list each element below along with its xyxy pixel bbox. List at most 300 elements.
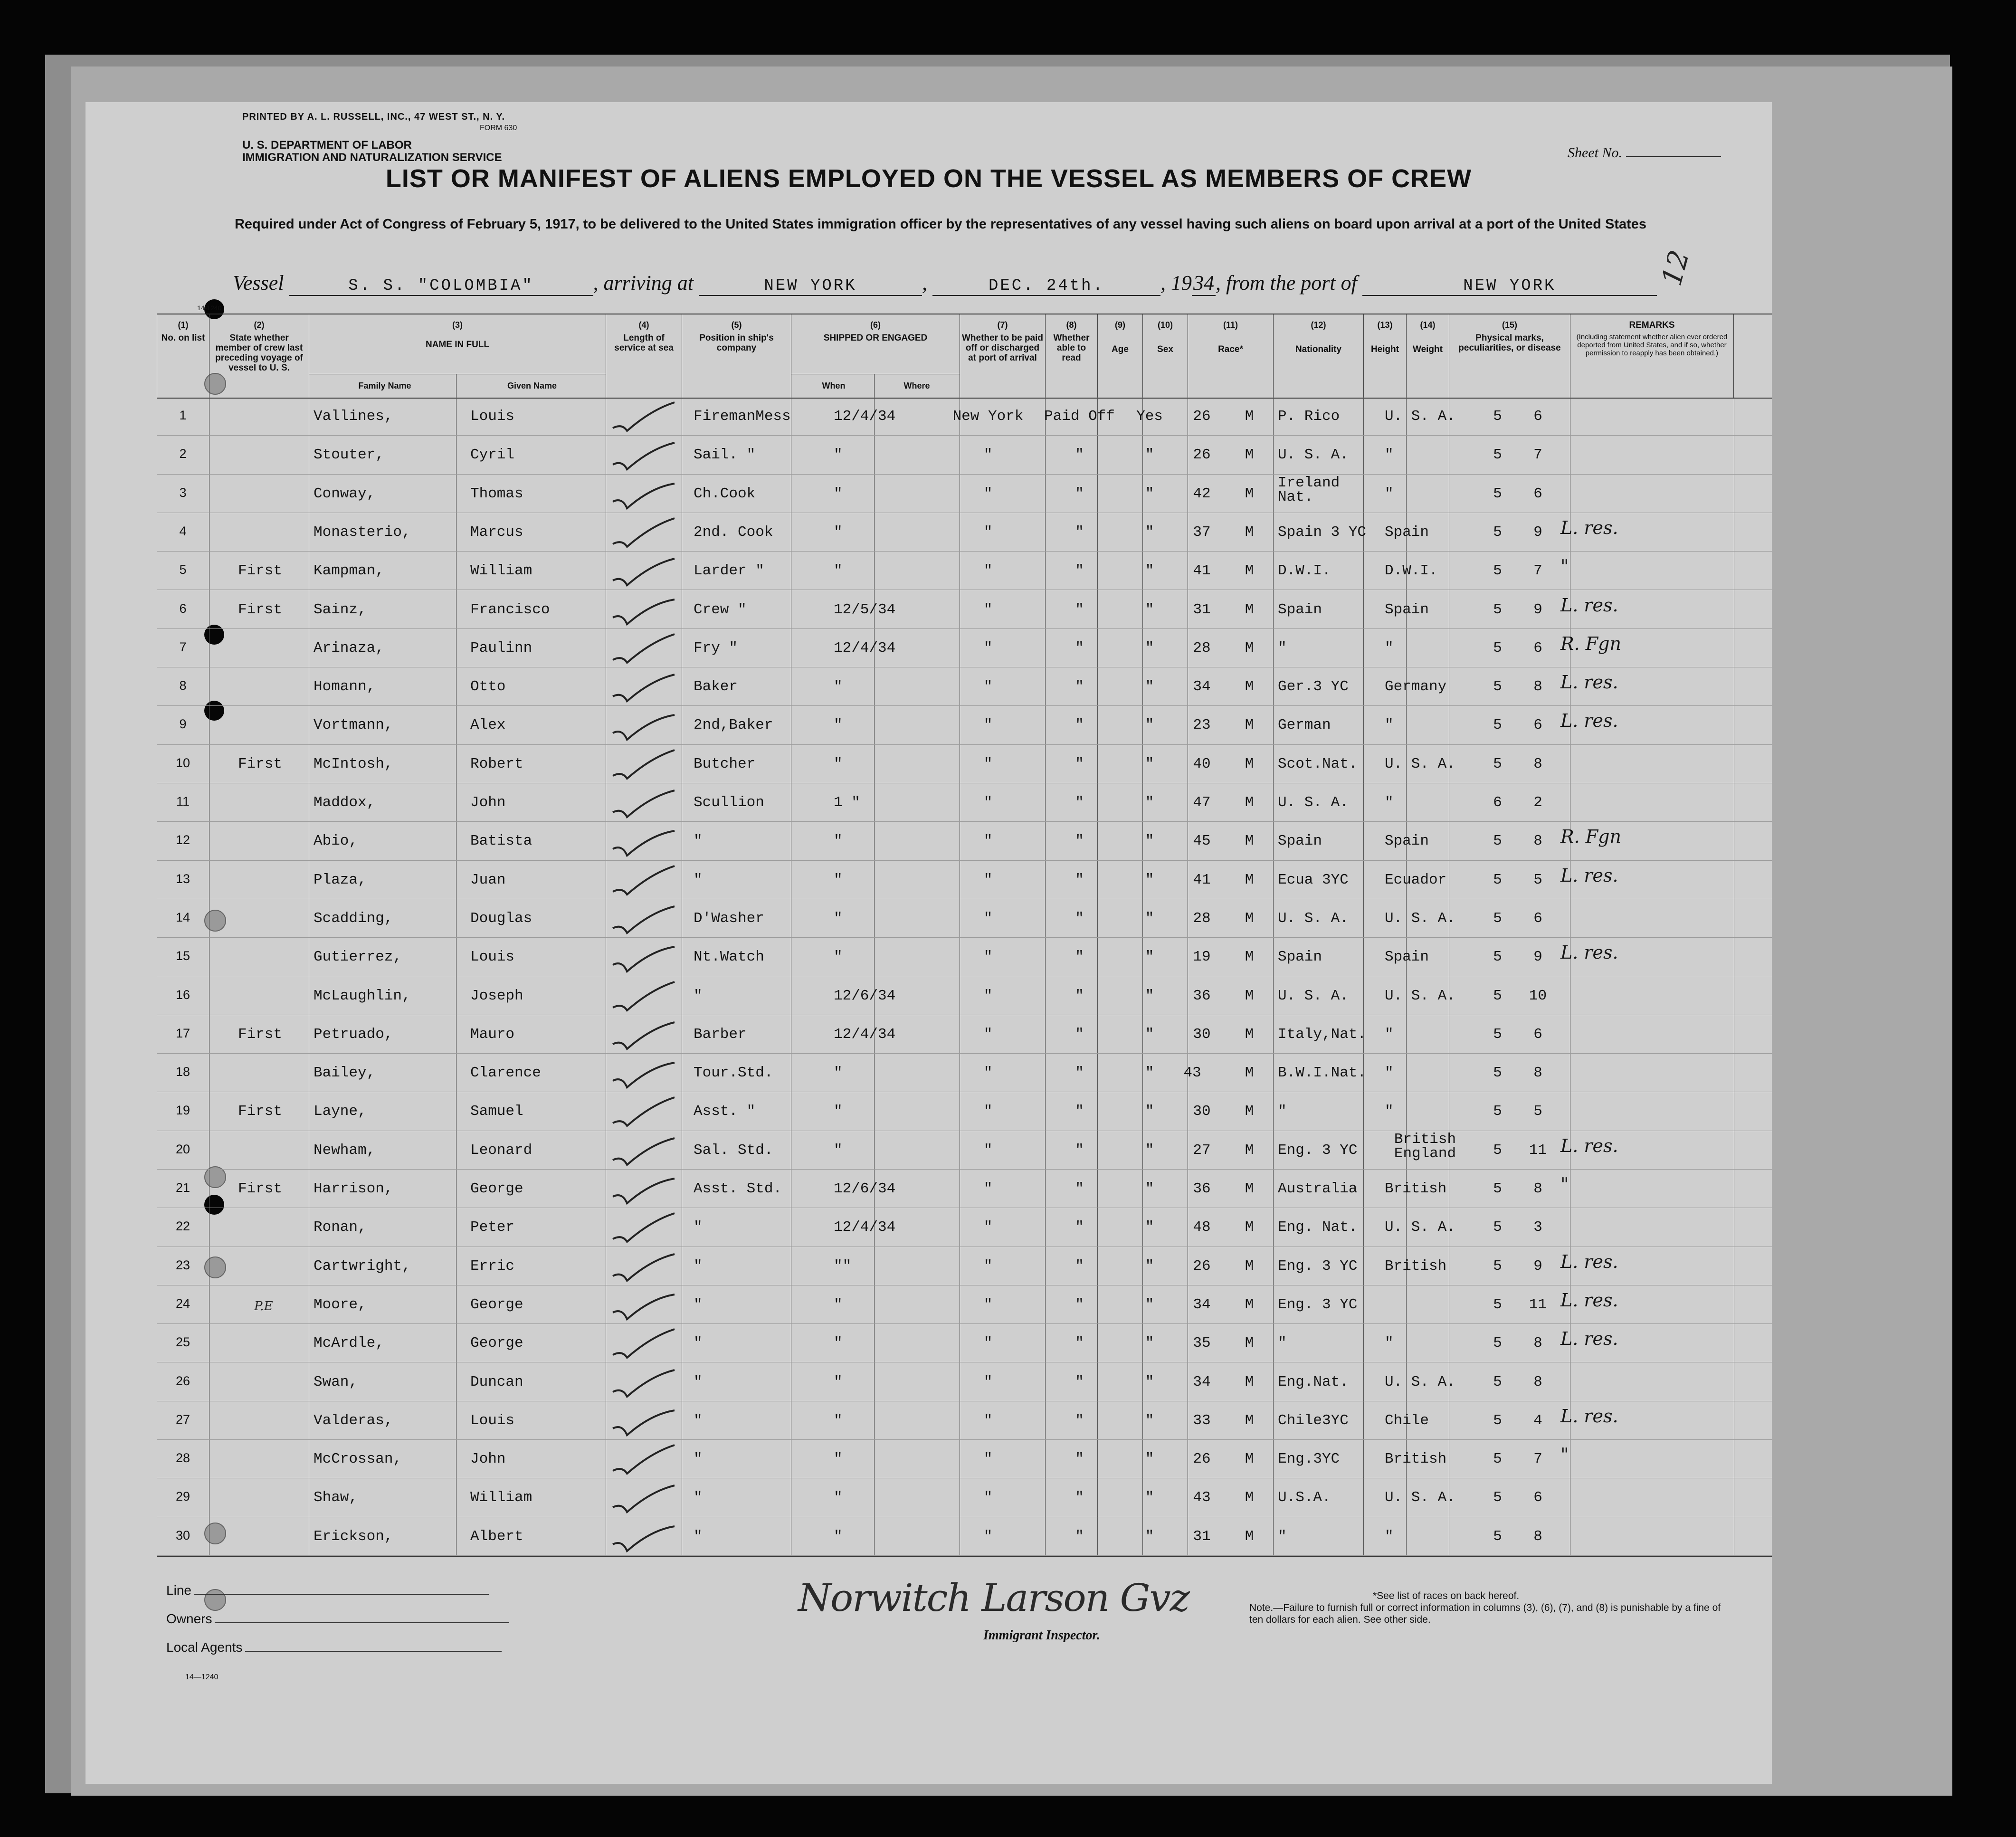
shipped-where: " [983,1180,993,1197]
paid-off: " [1075,639,1084,657]
physical-marks: R. Fgn [1560,826,1621,847]
able-to-read: " [1145,1257,1154,1275]
family-name: McIntosh, [314,755,393,772]
row-number: 16 [175,987,190,1002]
table-row [157,1323,1772,1362]
sex: M [1245,755,1254,772]
service-check-mark [608,478,684,511]
shipped-when: 12/6/34 [834,1180,896,1197]
service-check-mark [608,516,684,550]
row-state: First [238,1103,282,1120]
shipped-when: " [834,871,843,888]
col-header-no: (1) No. on list [157,314,209,398]
family-name: Swan, [314,1373,358,1390]
given-name: Batista [470,833,533,850]
able-to-read: " [1145,1103,1154,1120]
paid-off: " [1075,1373,1084,1390]
given-name: Louis [470,949,515,966]
sex: M [1245,523,1254,541]
row-number: 6 [179,601,187,616]
given-name: Mauro [470,1026,515,1043]
given-name: Duncan [470,1373,523,1390]
shipped-where: " [983,1219,993,1236]
height: 5 [1493,1451,1502,1468]
race: Ecua 3YC [1278,871,1349,888]
height: 6 [1493,794,1502,811]
given-name: Louis [470,408,515,425]
given-name: Joseph [470,987,523,1004]
row-state: First [238,1180,282,1197]
race: Australia [1278,1180,1358,1197]
position: Barber [694,1026,747,1043]
given-name: George [470,1335,523,1352]
sheet-number-label: Sheet No. [1568,145,1622,161]
height: 5 [1493,755,1502,772]
family-name: Sainz, [314,601,367,618]
shipped-where: " [983,755,993,772]
shipped-where: " [983,485,993,502]
paid-off: " [1075,910,1084,927]
shipped-when: " [834,678,843,695]
given-name: Paulinn [470,639,533,657]
able-to-read: " [1145,1489,1154,1506]
nationality: Spain [1385,833,1429,850]
shipped-where: " [983,1103,993,1120]
service-check-mark [608,671,684,704]
position: Asst. " [694,1103,756,1120]
shipped-where: " [983,1296,993,1313]
position: Crew " [694,601,747,618]
table-row [157,783,1772,822]
weight: 6 [1533,485,1542,502]
service-check-mark [608,1289,684,1322]
physical-marks: L. res. [1560,517,1618,538]
row-number: 21 [175,1180,190,1195]
service-check-mark [608,632,684,666]
paid-off: " [1075,1103,1084,1120]
given-name: Juan [470,871,506,888]
able-to-read: " [1145,1026,1154,1043]
row-number: 7 [179,639,187,654]
nationality: " [1385,1528,1394,1545]
paid-off: " [1075,871,1084,888]
sex: M [1245,485,1254,502]
given-name: Albert [470,1528,523,1545]
table-row [157,1478,1772,1517]
weight: 9 [1533,523,1542,541]
family-name: Gutierrez, [314,949,402,966]
owners-field: Owners [166,1611,509,1627]
manifest-sheet [86,102,1772,1784]
position: Tour.Std. [694,1065,773,1082]
physical-marks: L. res. [1560,1135,1618,1156]
physical-marks: L. res. [1560,594,1618,616]
service-check-mark [608,555,684,588]
physical-marks: L. res. [1560,672,1618,693]
position: " [694,833,703,850]
weight: 5 [1533,1103,1542,1120]
height: 5 [1493,562,1502,580]
sex: M [1245,910,1254,927]
service-check-mark [608,1405,684,1438]
position: FiremanMess [694,408,791,425]
position: " [694,1528,703,1545]
sex: M [1245,1528,1254,1545]
sex: M [1245,1451,1254,1468]
family-name: Kampman, [314,562,384,580]
position: Sal. Std. [694,1142,773,1159]
able-to-read: " [1145,562,1154,580]
height: 5 [1493,601,1502,618]
able-to-read: " [1145,794,1154,811]
row-number: 24 [175,1296,190,1311]
able-to-read: " [1145,949,1154,966]
race: Scot.Nat. [1278,755,1358,772]
given-name: George [470,1180,523,1197]
able-to-read: " [1145,833,1154,850]
given-name: Leonard [470,1142,533,1159]
service-name: IMMIGRATION AND NATURALIZATION SERVICE [242,151,502,164]
nationality: " [1385,1026,1394,1043]
height: 5 [1493,1180,1502,1197]
nationality: " [1385,1103,1394,1120]
col-header-shipped: (6) SHIPPED OR ENGAGED [791,314,960,398]
weight: 8 [1533,1528,1542,1545]
paid-off: " [1075,949,1084,966]
service-check-mark [608,1482,684,1515]
able-to-read: " [1145,639,1154,657]
col-header-state: (2) State whether member of crew last preceding voyage of vessel to U. S. [209,314,309,398]
height: 5 [1493,1373,1502,1390]
given-name: Alex [470,717,506,734]
shipped-where: " [983,794,993,811]
service-check-mark [608,1521,684,1554]
race: U. S. A. [1278,910,1349,927]
family-name: McLaughlin, [314,987,411,1004]
service-check-mark [608,787,684,820]
nationality: U. S. A. [1385,1219,1455,1236]
race: Eng. Nat. [1278,1219,1358,1236]
shipped-where: " [983,717,993,734]
sex: M [1245,678,1254,695]
able-to-read: " [1145,1180,1154,1197]
shipped-when: " [834,1335,843,1352]
physical-marks: R. Fgn [1560,633,1621,654]
departure-port: NEW YORK [1362,277,1657,296]
nationality: U. S. A. [1385,987,1455,1004]
given-name: Cyril [470,447,515,464]
able-to-read: " [1145,1528,1154,1545]
weight: 5 [1533,871,1542,888]
table-row [157,513,1772,552]
table-row [157,667,1772,706]
family-name: Layne, [314,1103,367,1120]
row-number: 13 [175,871,190,886]
row-number: 15 [175,949,190,963]
weight: 9 [1533,601,1542,618]
nationality: " [1385,447,1394,464]
age: 30 [1193,1026,1211,1043]
family-name: Petruado, [314,1026,393,1043]
position: " [694,987,703,1004]
paid-off: " [1075,485,1084,502]
sex: M [1245,408,1254,425]
shipped-when: " [834,833,843,850]
nationality: " [1385,485,1394,502]
row-number: 25 [175,1335,190,1350]
shipped-when: " [834,523,843,541]
race: " [1278,1335,1287,1352]
nationality: Spain [1385,523,1429,541]
age: 47 [1193,794,1211,811]
weight: 11 [1529,1296,1547,1313]
printer-line: PRINTED BY A. L. RUSSELL, INC., 47 WEST ST., N. Y. [242,112,505,122]
family-name: Valderas, [314,1412,393,1429]
sex: M [1245,717,1254,734]
position: " [694,1451,703,1468]
height: 5 [1493,871,1502,888]
row-number: 29 [175,1489,190,1504]
local-agents-field: Local Agents [166,1640,502,1655]
given-name: Robert [470,755,523,772]
given-name: Thomas [470,485,523,502]
paid-off: " [1075,1180,1084,1197]
row-number: 12 [175,833,190,847]
page-mark: 12 [1655,247,1696,289]
shipped-when: " [834,562,843,580]
paid-off: " [1075,833,1084,850]
arrival-port: NEW YORK [699,277,922,296]
sex: M [1245,1412,1254,1429]
weight: 8 [1533,1335,1542,1352]
footnote: *See list of races on back hereof. Note.—Failure to furnish full or correct information in columns (3), (6), (7), and (8) is punishable by a fine of ten dollars for each alien. See other side. [1249,1590,1721,1625]
weight: 8 [1533,833,1542,850]
paid-off: " [1075,601,1084,618]
service-check-mark [608,980,684,1013]
physical-marks: " [1560,1174,1569,1195]
physical-marks: " [1560,1444,1569,1466]
weight: 10 [1529,987,1547,1004]
able-to-read: " [1145,523,1154,541]
service-check-mark [608,1366,684,1399]
sex: M [1245,1026,1254,1043]
race: Ger.3 YC [1278,678,1349,695]
nationality: " [1385,1335,1394,1352]
row-number: 11 [176,794,190,809]
sex: M [1245,1296,1254,1313]
able-to-read: Yes [1136,408,1163,425]
shipped-where: " [983,1412,993,1429]
able-to-read: " [1145,755,1154,772]
department [242,139,502,164]
age: 23 [1193,717,1211,734]
paid-off: " [1075,562,1084,580]
family-name: Monasterio, [314,523,411,541]
shipped-where: " [983,1451,993,1468]
nationality: U. S. A. [1385,1373,1455,1390]
position: Nt.Watch [694,949,764,966]
row-number: 9 [179,717,187,732]
weight: 6 [1533,910,1542,927]
height: 5 [1493,949,1502,966]
given-name-header: Given Name [507,381,557,390]
sex: M [1245,1257,1254,1275]
age: 37 [1193,523,1211,541]
arrival-date: DEC. 24th. [932,277,1160,296]
race: Italy,Nat. [1278,1026,1367,1043]
race: Spain 3 YC [1278,523,1367,541]
weight: 8 [1533,678,1542,695]
height: 5 [1493,1335,1502,1352]
inspector-signature: Norwitch Larson Gvz [798,1576,1189,1620]
given-name: John [470,1451,506,1468]
nationality: U. S. A. [1385,408,1455,425]
nationality: U. S. A. [1385,755,1455,772]
weight: 8 [1533,1373,1542,1390]
vessel-name: S. S. "COLOMBIA" [289,277,593,296]
service-check-mark [608,825,684,858]
race: B.W.I.Nat. [1278,1065,1367,1082]
nationality: British [1385,1257,1447,1275]
physical-marks: L. res. [1560,1328,1618,1350]
sex: M [1245,639,1254,657]
family-name: Homann, [314,678,376,695]
able-to-read: " [1145,447,1154,464]
where-header: Where [903,381,930,390]
position: " [694,1219,703,1236]
family-name: Plaza, [314,871,367,888]
age: 45 [1193,833,1211,850]
sex: M [1245,447,1254,464]
sex: M [1245,1180,1254,1197]
position: Ch.Cook [694,485,756,502]
shipped-where: " [983,1489,993,1506]
height: 5 [1493,987,1502,1004]
height: 5 [1493,1026,1502,1043]
col-header-paid: (7) Whether to be paid off or discharged at port of arrival [960,314,1045,398]
given-name: Clarence [470,1065,541,1082]
service-check-mark [608,1173,684,1206]
nationality: Spain [1385,949,1429,966]
sex: M [1245,1335,1254,1352]
table-row [157,937,1772,976]
able-to-read: " [1145,1219,1154,1236]
family-name: Vortmann, [314,717,393,734]
sex: M [1245,562,1254,580]
height: 5 [1493,1219,1502,1236]
age: 31 [1193,1528,1211,1545]
document-subtitle: Required under Act of Congress of February 5, 1917, to be delivered to the United States immigration officer by the representatives of any vessel having such aliens on board upon arrival at a port of the United States [234,217,1647,232]
nationality: Spain [1385,601,1429,618]
shipped-when: 12/4/34 [834,639,896,657]
table-row [157,744,1772,783]
weight: 6 [1533,639,1542,657]
shipped-when: "" [834,1257,852,1275]
race: Spain [1278,949,1322,966]
service-check-mark [608,1250,684,1284]
family-name: Cartwright, [314,1257,411,1275]
given-name: Marcus [470,523,523,541]
physical-marks: " [1560,556,1569,577]
given-name: Douglas [470,910,533,927]
row21-annotation: P.E [254,1299,273,1314]
able-to-read: " [1145,871,1154,888]
race: Eng.3YC [1278,1451,1340,1468]
height: 5 [1493,1142,1502,1159]
shipped-where: " [983,639,993,657]
height: 5 [1493,910,1502,927]
paid-off: " [1075,794,1084,811]
row-number: 3 [179,485,187,500]
paid-off: " [1075,717,1084,734]
paid-off: " [1075,1412,1084,1429]
shipped-when: " [834,1296,843,1313]
age: 48 [1193,1219,1211,1236]
family-name: Shaw, [314,1489,358,1506]
weight: 7 [1533,562,1542,580]
sex: M [1245,1373,1254,1390]
race: Eng. 3 YC [1278,1257,1358,1275]
col-header-weight: (14) Weight [1406,314,1449,398]
family-name: Scadding, [314,910,393,927]
race: " [1278,1103,1287,1120]
shipped-where: " [983,601,993,618]
table-row [157,1247,1772,1285]
table-row [157,590,1772,629]
crew-table [157,397,1772,1556]
nationality: U. S. A. [1385,1489,1455,1506]
paid-off: " [1075,1142,1084,1159]
able-to-read: " [1145,987,1154,1004]
sex: M [1245,1142,1254,1159]
weight: 6 [1533,408,1542,425]
given-name: Samuel [470,1103,523,1120]
row-number: 20 [175,1142,190,1156]
race: Chile3YC [1278,1412,1349,1429]
col-header-position: (5) Position in ship's company [682,314,791,398]
paid-off: " [1075,987,1084,1004]
shipped-when: " [834,447,843,464]
family-name: Abio, [314,833,358,850]
able-to-read: " [1145,485,1154,502]
service-check-mark [608,941,684,974]
row-number: 27 [175,1412,190,1427]
service-check-mark [608,1327,684,1361]
table-row [157,705,1772,744]
table-row [157,1517,1772,1556]
able-to-read: " [1145,1142,1154,1159]
age: 43 [1193,1489,1211,1506]
weight: 9 [1533,1257,1542,1275]
height: 5 [1493,1103,1502,1120]
service-check-mark [608,903,684,936]
race: German [1278,717,1331,734]
shipped-where: " [983,1142,993,1159]
row-number: 28 [175,1451,190,1466]
service-check-mark [608,864,684,897]
col-header-length: (4) Length of service at sea [606,314,682,398]
nationality: Ecuador [1385,871,1447,888]
position: " [694,1296,703,1313]
position: Fry " [694,639,738,657]
nationality: " [1385,639,1394,657]
age: 35 [1193,1335,1211,1352]
service-check-mark [608,439,684,472]
race: U.S.A. [1278,1489,1331,1506]
service-check-mark [608,748,684,781]
table-row [157,860,1772,899]
shipped-where: " [983,833,993,850]
